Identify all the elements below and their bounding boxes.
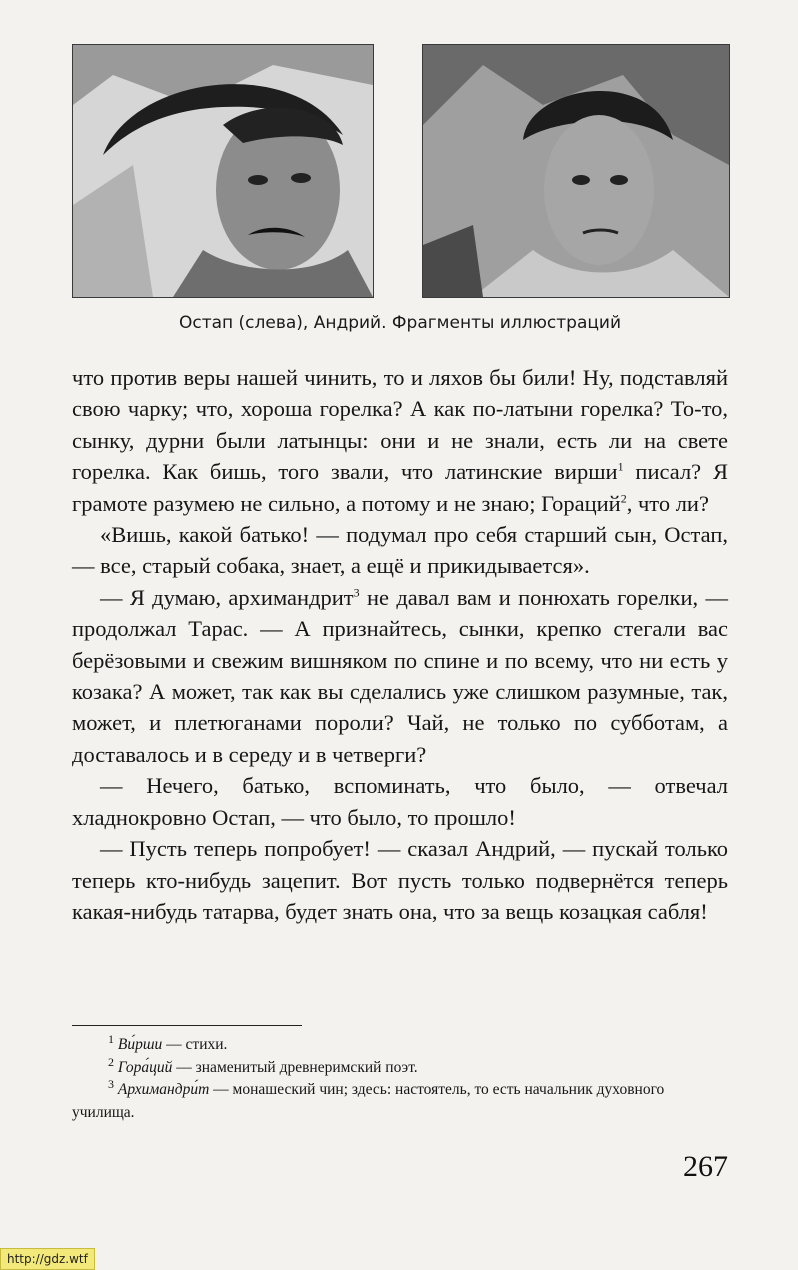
paragraph-5: — Пусть теперь попробует! — сказал Андрий, — пускай только теперь кто-нибудь зацепит. Вот пусть только подвернётся теперь какая-нибудь татарва, будет знать она, что за вещь козацкая сабля! <box>72 836 728 924</box>
source-watermark-link[interactable]: http://gdz.wtf <box>0 1248 95 1270</box>
footnote-2-term: Гора́ций <box>117 1058 173 1076</box>
paragraph-3-text-b: не давал вам и понюхать горелки, — продолжал Тарас. — А признайтесь, сынки, крепко стегали вас берёзовыми и свежим вишняком по спине и по всему, что ни есть у козака? А может, так как вы сделались уже слишком разумные, так, может, и плетюганами пороли? Чай, не только по субботам, а доставалось и в середу и в четверги? <box>72 584 728 767</box>
footnote-1 <box>72 1031 728 1057</box>
paragraph-1-text-a: что против веры нашей чинить, то и ляхов бы били! Ну, подставляй свою чарку; что, хороша горелка? А как по-латыни горелка? То-то, сынку, дурни были латынцы: они и не знали, есть ли на свете горелка. Как бишь, того звали, что латинские вирши <box>72 365 728 485</box>
footnote-1-number: 1 <box>108 1031 114 1046</box>
paragraph-2: «Вишь, какой батько! — подумал про себя старший сын, Остап, — все, старый собака, знает, а ещё и прикидывается». <box>72 522 728 579</box>
paragraph-3-text-a: — Я думаю, архимандрит <box>100 584 354 610</box>
footnote-1-term: Ви́рши <box>117 1036 163 1053</box>
footnote-3 <box>72 1076 728 1124</box>
footnote-1-text: — стихи. <box>162 1036 228 1053</box>
paragraph-4: — Нечего, батько, вспоминать, что было, — отвечал хладнокровно Остап, — что было, то прошло! <box>72 773 728 830</box>
footnotes <box>72 1031 728 1124</box>
footnote-2 <box>72 1054 728 1080</box>
illustration-caption: Остап (слева), Андрий. Фрагменты иллюстраций <box>178 313 622 333</box>
illustration-andriy <box>422 44 730 298</box>
illustration-ostap <box>72 44 374 298</box>
paragraph-1-text-c: , что ли? <box>626 490 709 516</box>
ostap-portrait-image <box>73 45 373 297</box>
main-text <box>72 362 728 927</box>
paragraph-1 <box>72 362 728 519</box>
paragraph-3 <box>72 582 728 770</box>
footnote-2-number: 2 <box>108 1054 114 1069</box>
andriy-portrait-image <box>423 45 729 297</box>
footnote-3-term: Архимандри́т <box>117 1081 210 1098</box>
footnote-divider <box>72 1025 302 1026</box>
footnote-2-text: — знаменитый древнеримский поэт. <box>172 1058 418 1076</box>
footnote-3-number: 3 <box>108 1076 114 1091</box>
footnote-ref-3: 3 <box>353 585 360 600</box>
footnote-ref-1: 1 <box>617 459 624 474</box>
footnote-ref-2: 2 <box>620 491 627 506</box>
page-number: 267 <box>683 1150 728 1183</box>
paragraph-1-text-b: писал? Я грамоте разумею не сильно, а потому и не знаю; Гораций <box>72 459 728 516</box>
footnote-3-text: — монашеский чин; здесь: настоятель, то есть начальник духовного училища. <box>72 1081 665 1121</box>
